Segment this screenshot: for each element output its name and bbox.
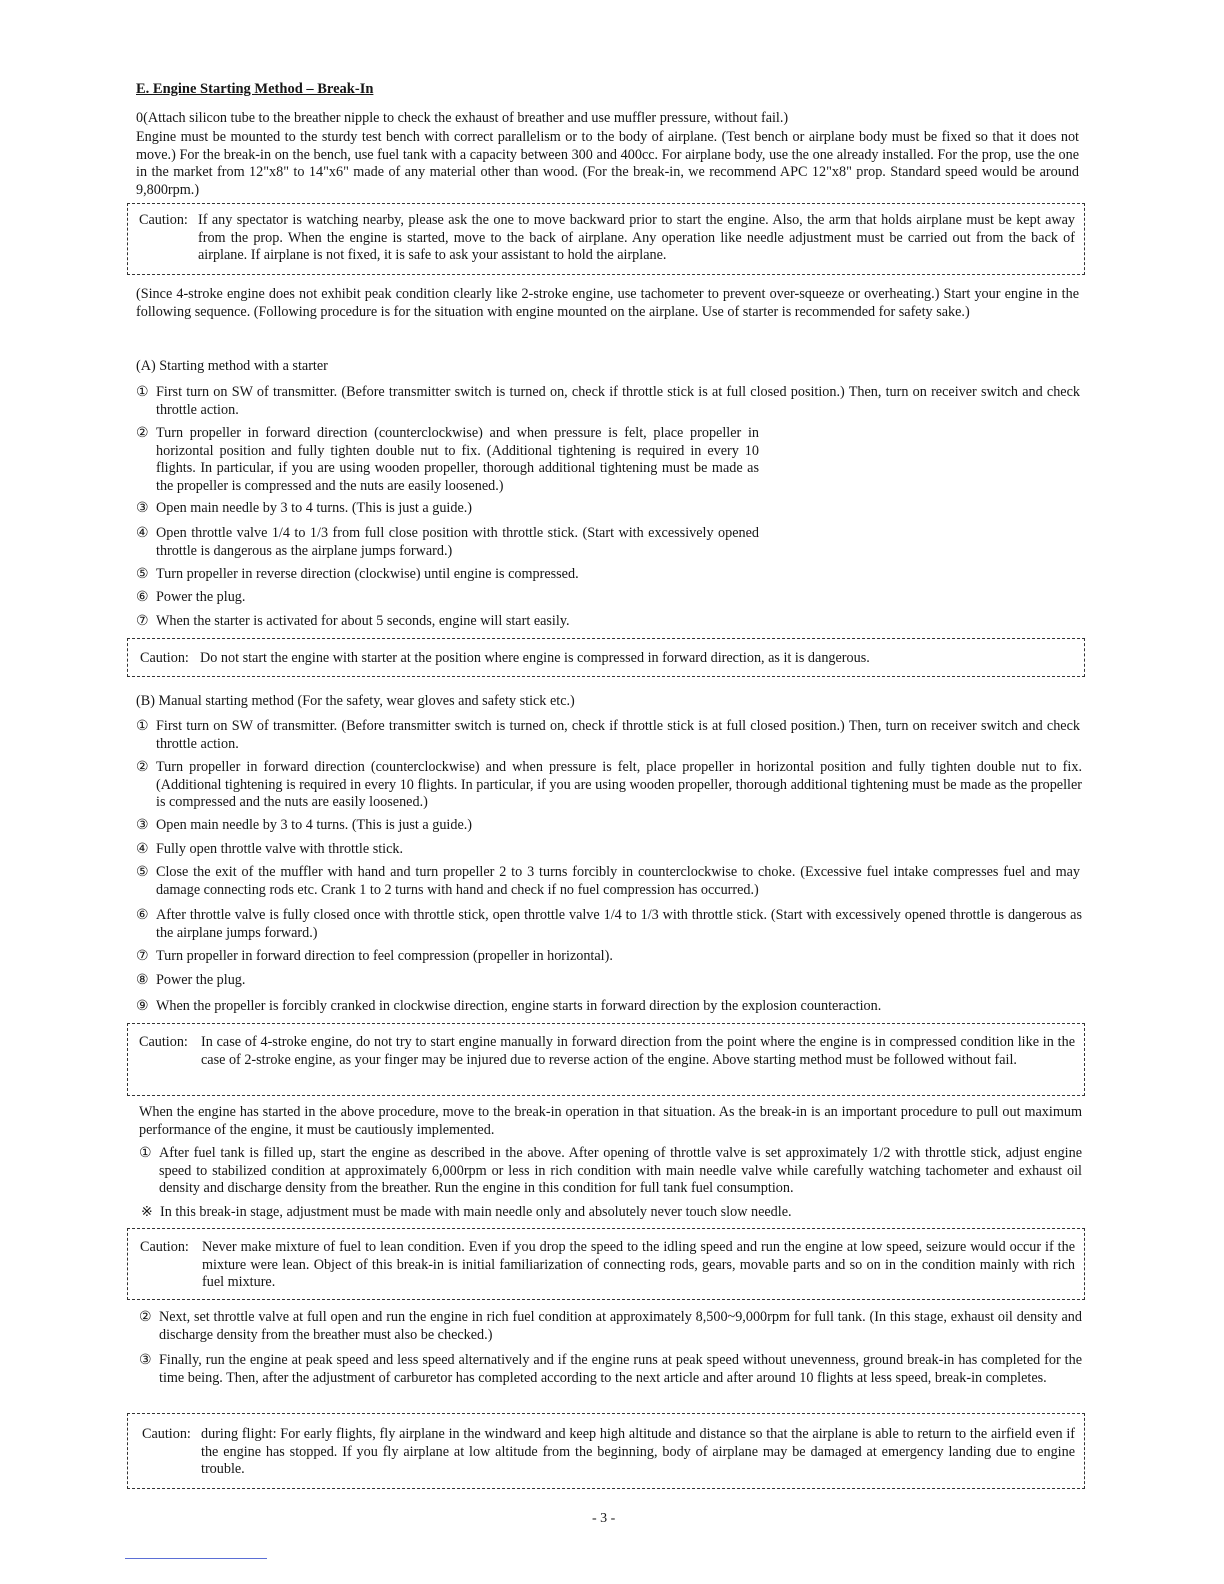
caution-label: Caution: [140, 650, 189, 666]
step-number: ① [139, 1145, 152, 1161]
step-text: After throttle valve is fully closed once with throttle stick, open throttle valve 1/4 to 1/3 with throttle stick. (Start with excessively opened throttle is dangerous as the airplane jumps forward.) [156, 907, 1082, 941]
footnote-divider [125, 1558, 267, 1559]
step-number: ⑤ [136, 864, 149, 880]
step-b9 [136, 998, 1056, 1016]
step-b5 [136, 864, 1080, 899]
page-number: - 3 - [592, 1511, 616, 1526]
reference-mark: ※ [141, 1204, 153, 1220]
breakin-step-1 [139, 1145, 1082, 1198]
step-text: Close the exit of the muffler with hand and turn propeller 2 to 3 turns forcibly in counterclockwise to choke. (Excessive fuel intake compresses fuel and may damage connecting rods etc. Crank 1 to 2 turns with hand and check if no fuel compression has occurred.) [156, 864, 1080, 898]
step-number: ⑦ [136, 948, 149, 964]
step-text: Turn propeller in forward direction (counterclockwise) and when pressure is felt, place propeller in horizontal position and fully tighten double nut to fix. (Additional tightening is required in every 10 flights. In particular, if you are using wooden propeller, thorough additional tightening must be made as the propeller is compressed and the nuts are easily loosened.) [156, 425, 759, 494]
step-text: First turn on SW of transmitter. (Before transmitter switch is turned on, check if throttle stick is at full closed position.) Then, turn on receiver switch and check throttle action. [156, 384, 1080, 418]
step-number: ⑥ [136, 589, 149, 605]
section-a-heading: (A) Starting method with a starter [136, 358, 328, 374]
step-number: ③ [136, 817, 149, 833]
step-a5 [136, 566, 856, 584]
step-a3 [136, 500, 756, 518]
four-stroke-note: (Since 4-stroke engine does not exhibit peak condition clearly like 2-stroke engine, use tachometer to prevent over-squeeze or overheating.) Start your engine in the following sequence. (Following procedure is for the situation with engine mounted on the airplane. Use of starter is recommended for safety sake.) [136, 286, 1079, 320]
step-text: When the propeller is forcibly cranked in clockwise direction, engine starts in forward direction by the explosion counteraction. [156, 998, 882, 1014]
step-a1 [136, 384, 1080, 419]
caution-label: Caution: [142, 1426, 191, 1442]
breakin-intro: When the engine has started in the above procedure, move to the break-in operation in that situation. As the break-in is an important procedure to pull out maximum performance of the engine, it must be cautiously implemented. [139, 1104, 1082, 1138]
step-text: Open main needle by 3 to 4 turns. (This is just a guide.) [156, 500, 473, 516]
step-b2 [136, 759, 1082, 812]
step-number: ④ [136, 841, 149, 857]
step-number: ② [136, 425, 149, 441]
intro-line: 0(Attach silicon tube to the breather nipple to check the exhaust of breather and use muffler pressure, without fail.) [136, 110, 789, 126]
step-b4 [136, 841, 856, 859]
step-text: When the starter is activated for about 5 seconds, engine will start easily. [156, 613, 570, 629]
step-text: Turn propeller in reverse direction (clockwise) until engine is compressed. [156, 566, 579, 582]
step-a2 [136, 425, 759, 495]
section-title: E. Engine Starting Method – Break-In [136, 81, 374, 97]
step-number: ⑥ [136, 907, 149, 923]
caution-box-manual-start [127, 1023, 1085, 1096]
caution-text: Never make mixture of fuel to lean condition. Even if you drop the speed to the idling speed and run the engine at low speed, seizure would occur if the mixture were lean. Object of this break-in is initial familiarization of connecting rods, gears, movable parts and so on in the condition mainly with rich fuel mixture. [202, 1239, 1075, 1290]
step-a6 [136, 589, 756, 607]
breakin-step-2 [139, 1309, 1082, 1344]
caution-box-mixture [127, 1228, 1085, 1300]
step-b7 [136, 948, 956, 966]
step-number: ③ [136, 500, 149, 516]
caution-text: In case of 4-stroke engine, do not try to start engine manually in forward direction from the point where the engine is in compressed condition like in the case of 2-stroke engine, as your finger may be injured due to reverse action of the engine. Above starting method must be followed without fail. [201, 1034, 1075, 1068]
step-text: Open main needle by 3 to 4 turns. (This is just a guide.) [156, 817, 473, 833]
step-number: ② [136, 759, 149, 775]
step-b1 [136, 718, 1080, 753]
caution-text: during flight: For early flights, fly airplane in the windward and keep high altitude and distance so that the airplane is able to return to the airfield even if the engine has stopped. If you fly airplane at low altitude from the beginning, body of airplane may be damaged at emergency landing due to engine trouble. [201, 1426, 1075, 1477]
step-b6 [136, 907, 1082, 942]
breakin-step-3 [139, 1352, 1082, 1387]
section-b-heading: (B) Manual starting method (For the safety, wear gloves and safety stick etc.) [136, 693, 575, 709]
caution-text: If any spectator is watching nearby, please ask the one to move backward prior to start the engine. Also, the arm that holds airplane must be kept away from the prop. When the engine is started, move to the back of airplane. Any operation like needle adjustment must be carried out from the back of airplane. If airplane is not fixed, it is safe to ask your assistant to hold the airplane. [198, 212, 1075, 263]
step-number: ⑧ [136, 972, 149, 988]
step-text: First turn on SW of transmitter. (Before transmitter switch is turned on, check if throttle stick is at full closed position.) Then, turn on receiver switch and check throttle action. [156, 718, 1080, 752]
note-text: In this break-in stage, adjustment must be made with main needle only and absolutely never touch slow needle. [159, 1204, 792, 1220]
step-a4 [136, 525, 759, 560]
step-text: Fully open throttle valve with throttle stick. [156, 841, 404, 857]
step-b8 [136, 972, 756, 990]
caution-box-starter [127, 638, 1085, 677]
step-number: ④ [136, 525, 149, 541]
step-text: Power the plug. [156, 972, 246, 988]
step-text: Open throttle valve 1/4 to 1/3 from full close position with throttle stick. (Start with excessively opened throttle is dangerous as the airplane jumps forward.) [156, 525, 759, 559]
step-number: ① [136, 718, 149, 734]
step-text: Next, set throttle valve at full open and run the engine in rich fuel condition at approximately 8,500~9,000rpm for full tank. (In this stage, exhaust oil density and discharge density from the breather must also be checked.) [159, 1309, 1082, 1343]
step-text: Finally, run the engine at peak speed and less speed alternatively and if the engine runs at peak speed without unevenness, ground break-in has completed for the time being. Then, after the adjustment of carburetor has completed according to the next article and after around 10 flights at less speed, break-in completes. [159, 1352, 1082, 1386]
step-b3 [136, 817, 856, 835]
step-text: After fuel tank is filled up, start the engine as described in the above. After opening of throttle valve is set approximately 1/2 with throttle stick, adjust engine speed to stabilized condition at approximately 6,000rpm or less in rich condition with main needle valve while carefully watching tachometer and exhaust oil density and discharge density from the breather. Run the engine in this condition for full tank fuel consumption. [159, 1145, 1082, 1196]
step-text: Turn propeller in forward direction to feel compression (propeller in horizontal). [156, 948, 613, 964]
step-text: Turn propeller in forward direction (counterclockwise) and when pressure is felt, place propeller in horizontal position and fully tighten double nut to fix. (Additional tightening is required in every 10 flights. In particular, if you are using wooden propeller, thorough additional tightening must be made as the propeller is compressed and the nuts are easily loosened.) [156, 759, 1082, 810]
step-number: ② [139, 1309, 152, 1325]
step-number: ⑦ [136, 613, 149, 629]
caution-box-flight [127, 1413, 1085, 1489]
step-number: ① [136, 384, 149, 400]
step-number: ⑨ [136, 998, 149, 1014]
caution-text: Do not start the engine with starter at the position where engine is compressed in forward direction, as it is dangerous. [200, 650, 870, 666]
caution-label: Caution: [139, 1034, 188, 1050]
step-a7 [136, 613, 856, 631]
step-number: ③ [139, 1352, 152, 1368]
intro-paragraph: Engine must be mounted to the sturdy test bench with correct parallelism or to the body of airplane. (Test bench or airplane body must be fixed so that it does not move.) For the break-in on the bench, use fuel tank with a capacity between 300 and 400cc. For airplane body, use the one already installed. For the prop, use the one in the market from 12"x8" to 14"x6" made of any material other than wood. (For the break-in, we recommend APC 12"x8" prop. Standard speed would be around 9,800rpm.) [136, 129, 1079, 198]
caution-label: Caution: [139, 212, 188, 228]
breakin-note [141, 1204, 1041, 1222]
step-text: Power the plug. [156, 589, 246, 605]
caution-label: Caution: [140, 1239, 189, 1255]
step-number: ⑤ [136, 566, 149, 582]
caution-box-spectator [127, 203, 1085, 275]
